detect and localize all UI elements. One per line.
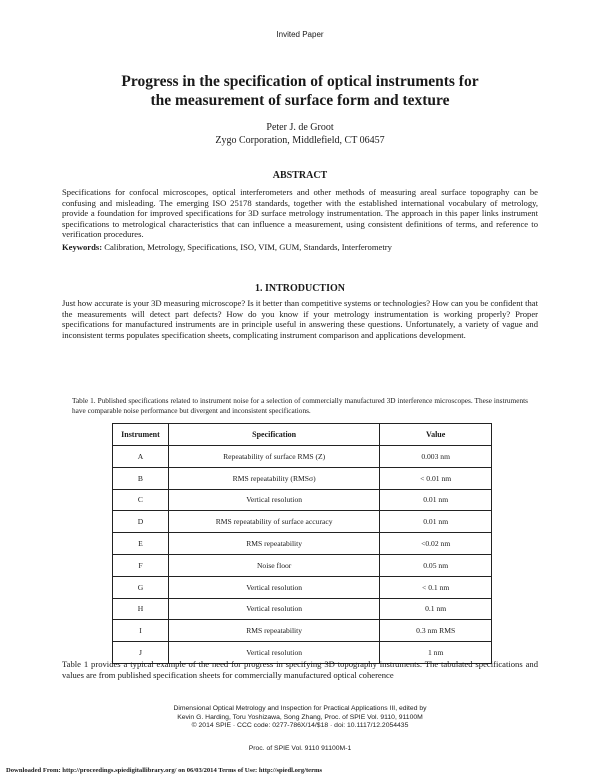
cell-specification: Noise floor	[168, 554, 379, 576]
cell-specification: Vertical resolution	[168, 576, 379, 598]
table-row	[113, 467, 492, 489]
cell-instrument: A	[113, 446, 169, 468]
abstract-heading: ABSTRACT	[272, 170, 328, 181]
cell-instrument: G	[113, 576, 169, 598]
introduction-paragraph-1: Just how accurate is your 3D measuring microscope? Is it better than competitive systems or technologies? How can you be confident that the measurements will detect part defects? How do you know if your metrology instrumentation is working properly? Proper specifications for manufactured instruments are in principle useful in answering these questions. Unfortunately, a variety of vague and inconsistent terms populates specification sheets, complicating instrument comparison and applications development.	[62, 298, 538, 340]
cell-instrument: F	[113, 554, 169, 576]
publication-footer	[0, 705, 600, 731]
specification-table	[112, 423, 492, 664]
cell-instrument: I	[113, 620, 169, 642]
table-caption: Table 1. Published specifications related to instrument noise for a selection of commercially manufactured 3D interference microscopes. These instruments have comparable noise performance but divergent and inconsistent specifications.	[72, 396, 528, 415]
cell-value: 1 nm	[380, 642, 492, 664]
introduction-heading: 1. INTRODUCTION	[254, 283, 345, 294]
cell-value: 0.3 nm RMS	[380, 620, 492, 642]
paper-title	[60, 72, 540, 110]
cell-value: < 0.1 nm	[380, 576, 492, 598]
column-header-value: Value	[380, 424, 492, 446]
table-row	[113, 554, 492, 576]
footer-line-3: © 2014 SPIE · CCC code: 0277-786X/14/$18 · doi: 10.1117/12.2054435	[191, 722, 409, 730]
column-header-instrument: Instrument	[113, 424, 169, 446]
cell-instrument: H	[113, 598, 169, 620]
cell-specification: RMS repeatability	[168, 620, 379, 642]
title-line-1: Progress in the specification of optical instruments for	[121, 73, 479, 90]
table-row	[113, 511, 492, 533]
table-row	[113, 533, 492, 555]
table-header-row	[113, 424, 492, 446]
author-block	[0, 122, 600, 147]
page-reference: Proc. of SPIE Vol. 9110 91100M-1	[248, 745, 352, 752]
download-notice: Downloaded From: http://proceedings.spiedigitallibrary.org/ on 06/03/2014 Terms of Use: http://spiedl.org/terms	[6, 767, 323, 774]
cell-value: 0.01 nm	[380, 511, 492, 533]
cell-value: 0.05 nm	[380, 554, 492, 576]
table-row	[113, 489, 492, 511]
table-row	[113, 598, 492, 620]
cell-instrument: B	[113, 467, 169, 489]
introduction-paragraph-2: Table 1 provides a typical example of the need for progress in specifying 3D topography instruments. The tabulated specifications and values are from published specification sheets for commercially manufactured optical coherence	[62, 659, 538, 680]
column-header-specification: Specification	[168, 424, 379, 446]
table-row	[113, 576, 492, 598]
cell-specification: Repeatability of surface RMS (Z)	[168, 446, 379, 468]
cell-value: 0.1 nm	[380, 598, 492, 620]
cell-instrument: E	[113, 533, 169, 555]
abstract-text: Specifications for confocal microscopes, optical interferometers and other methods of measuring areal surface topography can be confusing and misleading. The emerging ISO 25178 standards, together with the established international vocabulary of metrology, provide a foundation for improved specifications for 3D surface metrology instrumentation. The approach in this paper links instrument specifications to metrological characteristics that can influence a measurement, using consistent definitions of terms, and reference to verification procedures.	[62, 187, 538, 240]
keywords-line	[62, 242, 538, 253]
footer-line-1: Dimensional Optical Metrology and Inspection for Practical Applications III, edited by	[173, 705, 427, 712]
cell-specification: Vertical resolution	[168, 489, 379, 511]
keywords-list: Calibration, Metrology, Specifications, ISO, VIM, GUM, Standards, Interferometry	[104, 242, 392, 252]
author-affiliation: Zygo Corporation, Middlefield, CT 06457	[215, 134, 385, 146]
table-row	[113, 620, 492, 642]
cell-specification: Vertical resolution	[168, 598, 379, 620]
cell-instrument: D	[113, 511, 169, 533]
page-header-label: Invited Paper	[276, 30, 324, 39]
title-line-2: the measurement of surface form and texture	[150, 92, 450, 109]
author-name: Peter J. de Groot	[266, 122, 334, 133]
cell-value: <0.02 nm	[380, 533, 492, 555]
table-row	[113, 446, 492, 468]
cell-instrument: J	[113, 642, 169, 664]
cell-specification: RMS repeatability of surface accuracy	[168, 511, 379, 533]
keywords-label: Keywords:	[62, 242, 103, 252]
cell-value: 0.003 nm	[380, 446, 492, 468]
cell-value: 0.01 nm	[380, 489, 492, 511]
cell-specification: RMS repeatability	[168, 533, 379, 555]
cell-value: < 0.01 nm	[380, 467, 492, 489]
cell-specification: Vertical resolution	[168, 642, 379, 664]
footer-line-2: Kevin G. Harding, Toru Yoshizawa, Song Zhang, Proc. of SPIE Vol. 9110, 91100M	[177, 713, 423, 721]
cell-specification: RMS repeatability (RMSσ)	[168, 467, 379, 489]
cell-instrument: C	[113, 489, 169, 511]
